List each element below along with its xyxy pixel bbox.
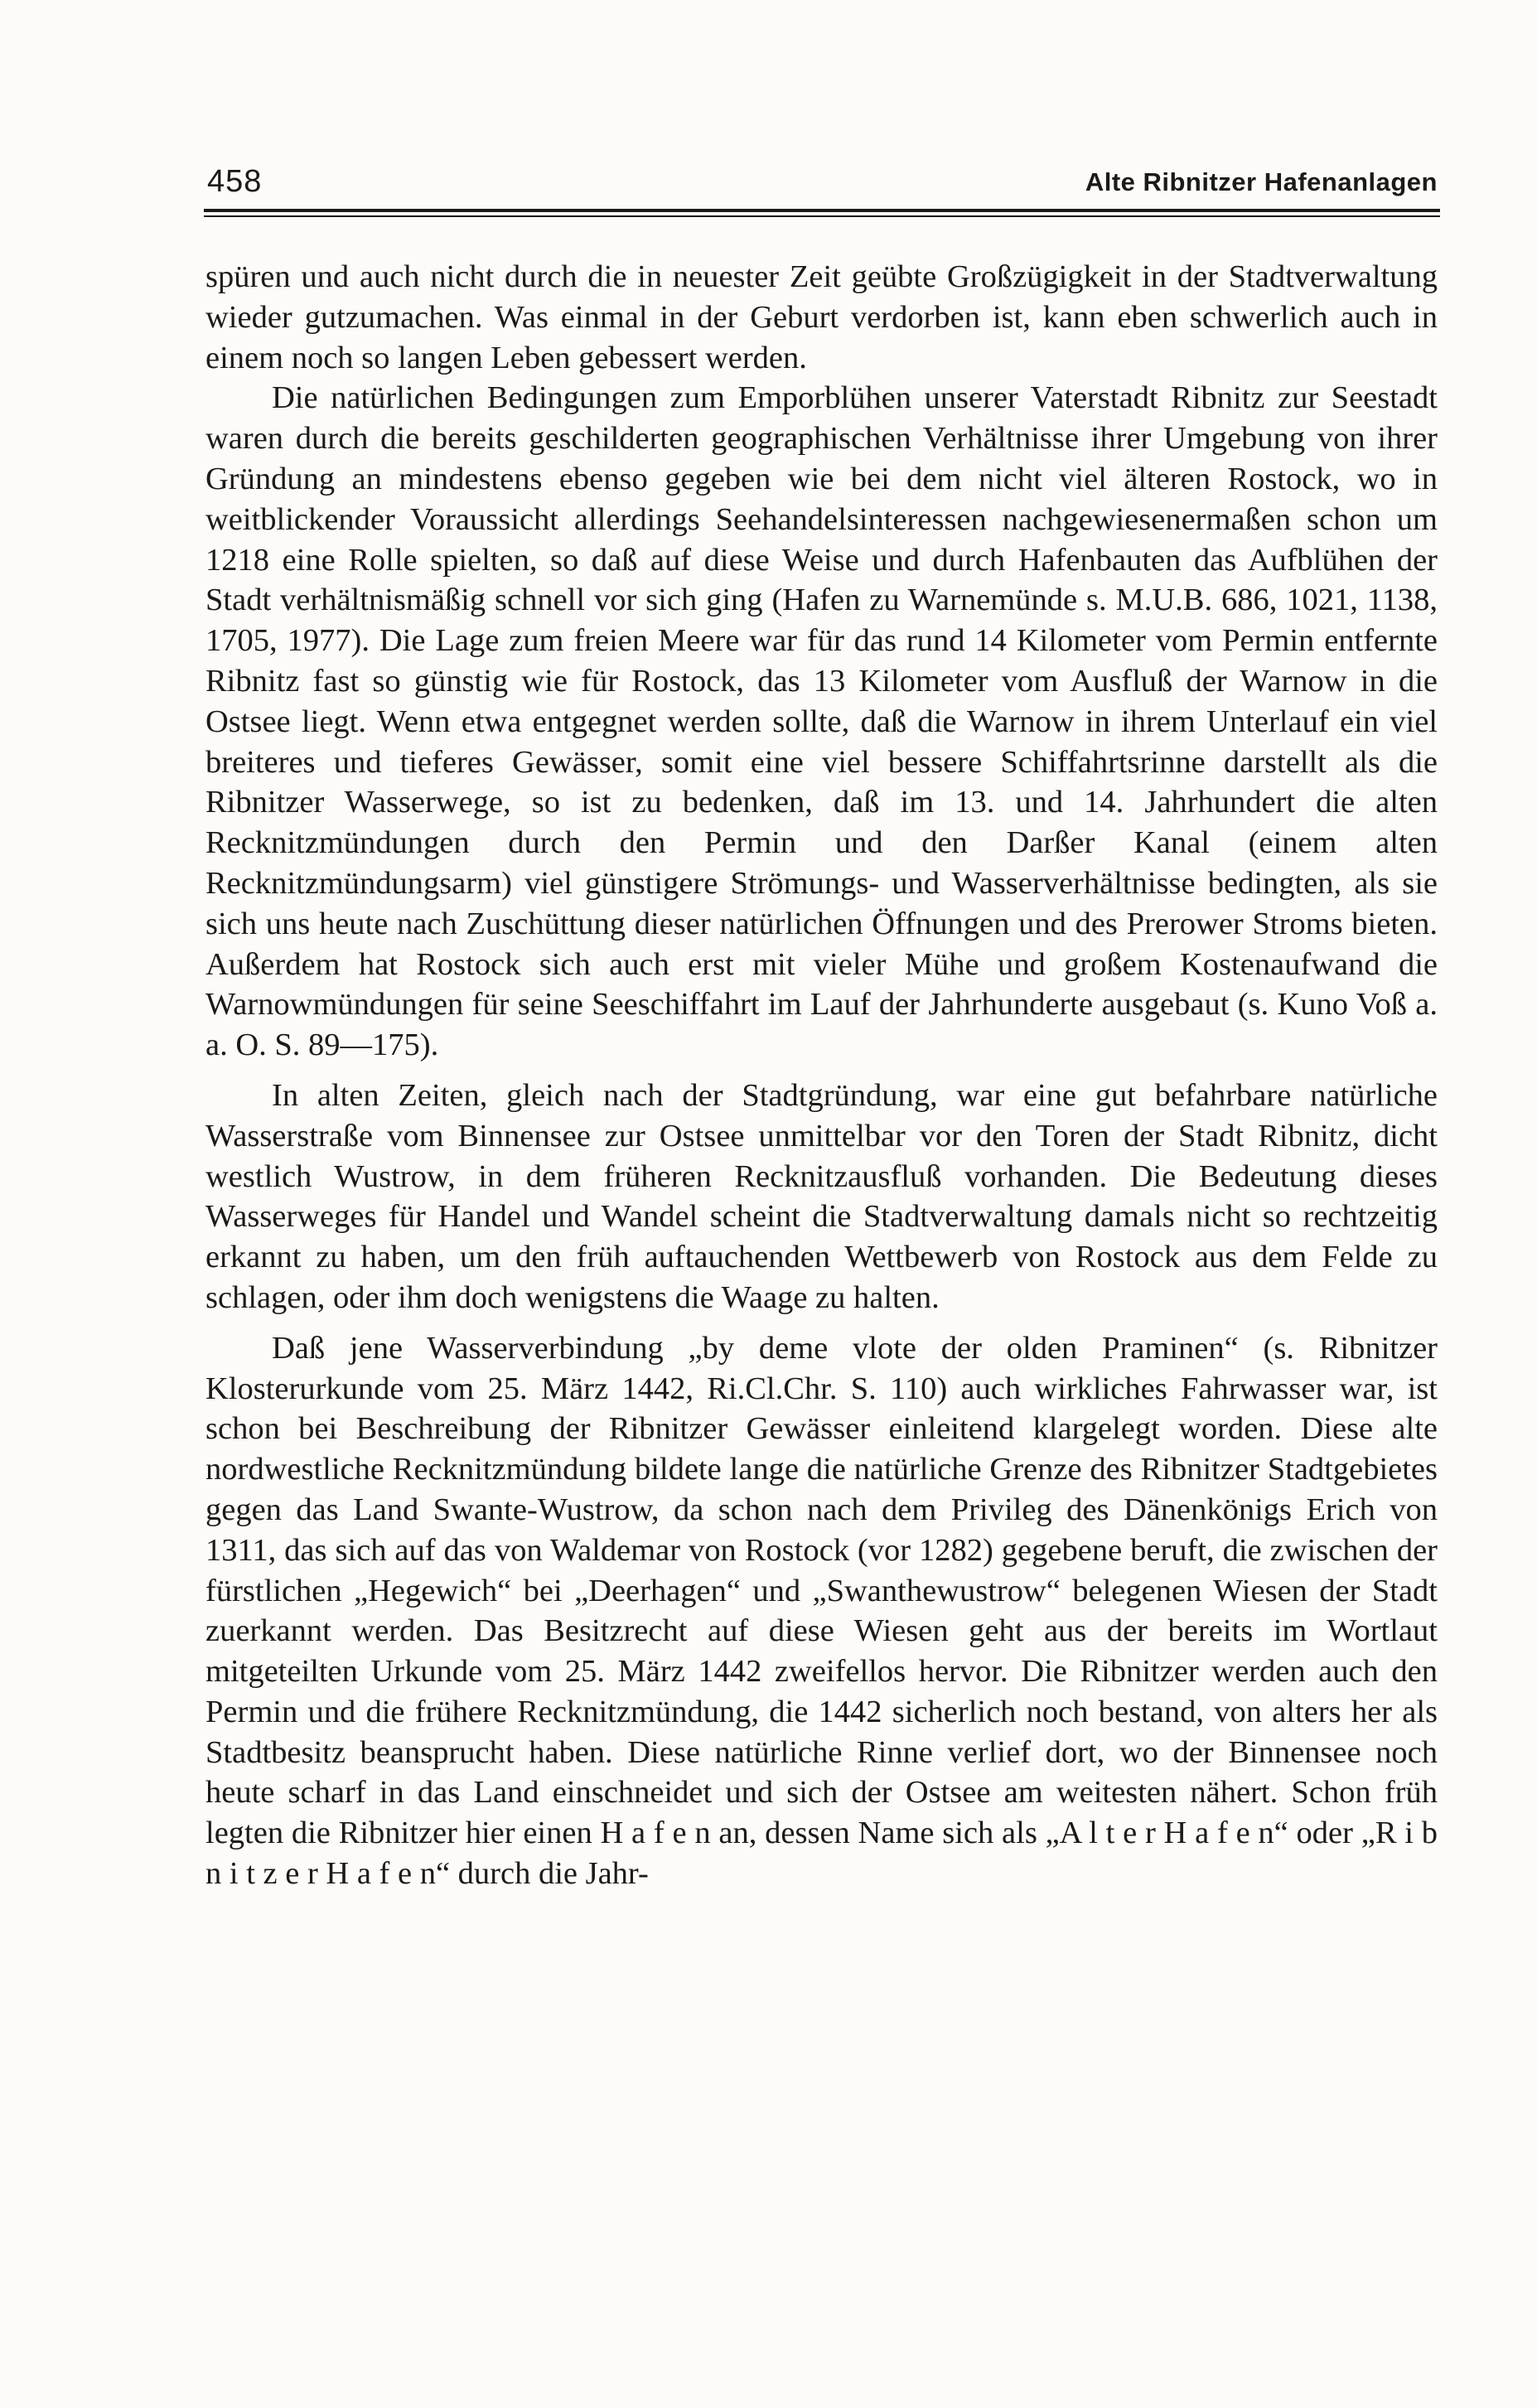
page-number: 458 xyxy=(207,164,263,199)
running-title: Alte Ribnitzer Hafenanlagen xyxy=(1085,167,1438,196)
paragraph: Die natürlichen Bedingungen zum Emporblühen unserer Vaterstadt Ribnitz zur Seestadt waren durch die bereits geschilderten geographischen Verhältnisse ihrer Umgebung von ihrer Gründung an mindestens ebenso gegeben wie bei dem nicht viel älteren Rostock, wo in weitblickender Voraussicht allerdings Seehandelsinteressen nachgewiesenermaßen schon um 1218 eine Rolle spielten, so daß auf diese Weise und durch Hafenbauten das Aufblühen der Stadt verhältnismäßig schnell vor sich ging (Hafen zu Warnemünde s. M.U.B. 686, 1021, 1138, 1705, 1977). Die Lage zum freien Meere war für das rund 14 Kilometer vom Permin entfernte Ribnitz fast so günstig wie für Rostock, das 13 Kilometer vom Ausfluß der Warnow in die Ostsee liegt. Wenn etwa entgegnet werden sollte, daß die Warnow in ihrem Unterlauf ein viel breiteres und tieferes Gewässer, somit eine viel bessere Schiffahrtsrinne darstellt als die Ribnitzer Wasserwege, so ist zu bedenken, daß im 13. und 14. Jahrhundert die alten Recknitzmündungen durch den Permin und den Darßer Kanal (einem alten Recknitzmündungsarm) viel günstigere Strömungs- und Wasserverhältnisse bedingten, als sie sich uns heute nach Zuschüttung dieser natürlichen Öffnungen und des Prerower Stroms bieten. Außerdem hat Rostock sich auch erst mit vieler Mühe und großem Kostenaufwand die Warnowmündungen für seine Seeschiffahrt im Lauf der Jahrhunderte ausgebaut (s. Kuno Voß a. a. O. S. 89—175). xyxy=(205,380,1438,1063)
paragraph: Daß jene Wasserverbindung „by deme vlote der olden Praminen“ (s. Ribnitzer Klosterurkunde vom 25. März 1442, Ri.Cl.Chr. S. 110) auch wirkliches Fahrwasser war, ist schon bei Beschreibung der Ribnitzer Gewässer einleitend klargelegt worden. Diese alte nordwestliche Recknitzmündung bildete lange die natürliche Grenze des Ribnitzer Stadtgebietes gegen das Land Swante-Wustrow, da schon nach dem Privileg des Dänenkönigs Erich von 1311, das sich auf das von Waldemar von Rostock (vor 1282) gegebene beruft, die zwischen der fürstlichen „Hegewich“ bei „Deerhagen“ und „Swanthewustrow“ belegenen Wiesen der Stadt zuerkannt werden. Das Besitzrecht auf diese Wiesen geht aus der bereits im Wortlaut mitgeteilten Urkunde vom 25. März 1442 zweifellos hervor. Die Ribnitzer werden auch den Permin und die frühere Recknitzmündung, die 1442 sicherlich noch bestand, von alters her als Stadtbesitz beansprucht haben. Diese natürliche Rinne verlief dort, wo der Binnensee noch heute scharf in das Land einschneidet und sich der Ostsee am weitesten nähert. Schon früh legten die Ribnitzer hier einen H a f e n an, dessen Name sich als „A l t e r H a f e n“ oder „R i b n i t z e r H a f e n“ durch die Jahr- xyxy=(205,1330,1438,1892)
body-text xyxy=(205,257,1438,1894)
page-header xyxy=(207,156,1438,206)
header-rule-thin xyxy=(204,215,1440,217)
header-rule-thick xyxy=(204,209,1440,212)
paragraph: spüren und auch nicht durch die in neuester Zeit geübte Großzügigkeit in der Stadtverwaltung wieder gutzumachen. Was einmal in der Geburt verdorben ist, kann eben schwerlich auch in einem noch so langen Leben gebessert werden. xyxy=(205,259,1438,375)
paragraph: In alten Zeiten, gleich nach der Stadtgründung, war eine gut befahrbare natürliche Wasserstraße vom Binnensee zur Ostsee unmittelbar vor den Toren der Stadt Ribnitz, dicht westlich Wustrow, in dem früheren Recknitzausfluß vorhanden. Die Bedeutung dieses Wasserweges für Handel und Wandel scheint die Stadtverwaltung damals nicht so rechtzeitig erkannt zu haben, um den früh auftauchenden Wettbewerb von Rostock aus dem Felde zu schlagen, oder ihm doch wenigstens die Waage zu halten. xyxy=(205,1077,1438,1315)
